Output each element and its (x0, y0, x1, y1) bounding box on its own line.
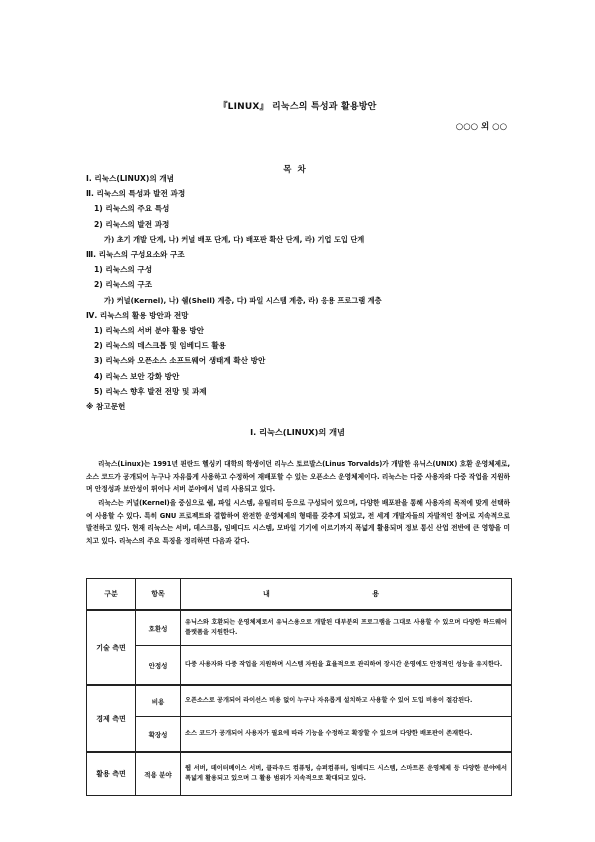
table-cell-item: 안정성 (136, 646, 181, 686)
toc-item: 가) 커널(Kernel), 나) 쉘(Shell) 계층, 다) 파일 시스템 계층, 라) 응용 프로그램 계층 (104, 295, 382, 305)
table-row (87, 685, 512, 717)
table-cell-item: 확장성 (136, 717, 181, 753)
table-cell-content: 유닉스와 호환되는 운영체제로서 유닉스용으로 개발된 대부분의 프로그램을 그대로 사용할 수 있으며 다양한 하드웨어 플랫폼을 지원한다. (181, 610, 512, 646)
toc-item: 가) 초기 개발 단계, 나) 커널 배포 단계, 다) 배포판 확산 단계, 라) 기업 도입 단계 (104, 234, 365, 244)
body-paragraph: 리눅스는 커널(Kernel)을 중심으로 쉘, 파일 시스템, 유틸리티 등으로 구성되어 있으며, 다양한 배포판을 통해 사용자의 목적에 맞게 선택하여 사용할 수 있다. 특히 GNU 프로젝트와 결합하여 완전한 운영체제의 형태를 갖추게 되었고, 전 세계 개발자들의 자발적인 참여로 지속적으로 발전하고 있다. 현재 리눅스는 서버, 데스크톱, 임베디드 시스템, 모바일 기기에 이르기까지 폭넓게 활용되며 정보 통신 산업 전반에 큰 영향을 미치고 있다. 리눅스의 주요 특징을 정리하면 다음과 같다. (86, 499, 510, 545)
table-header-row (87, 579, 512, 611)
table-row (87, 752, 512, 796)
table-header: 구분 (87, 579, 136, 611)
document-title: 『LINUX』 리눅스의 특성과 활용방안 (218, 102, 377, 112)
table-cell-item: 호환성 (136, 610, 181, 646)
toc-item: 4) 리눅스 보안 강화 방안 (94, 371, 180, 381)
table-header: 항목 (136, 579, 181, 611)
section-title: Ⅰ. 리눅스(LINUX)의 개념 (250, 427, 345, 437)
toc-item: 1) 리눅스의 서버 분야 활용 방안 (94, 326, 204, 335)
table-cell-content: 다중 사용자와 다중 작업을 지원하며 시스템 자원을 효율적으로 관리하여 장시간 운영에도 안정적인 성능을 유지한다. (181, 646, 512, 686)
toc-item: 2) 리눅스의 발전 과정 (94, 219, 170, 229)
toc-item: Ⅳ. 리눅스의 활용 방안과 전망 (86, 310, 189, 320)
toc-item: 1) 리눅스의 구성 (94, 265, 153, 275)
toc-item: 3) 리눅스와 오픈소스 소프트웨어 생태계 확산 방안 (94, 356, 266, 366)
table-cell-content: 소스 코드가 공개되어 사용자가 필요에 따라 기능을 수정하고 확장할 수 있으며 다양한 배포판이 존재한다. (181, 717, 512, 753)
body-paragraph: 리눅스(Linux)는 1991년 핀란드 헬싱키 대학의 학생이던 리누스 토르발스(Linus Torvalds)가 개발한 유닉스(UNIX) 호환 운영체제로, 소스 코드가 공개되어 누구나 자유롭게 사용하고 수정하여 재배포할 수 있는 오픈소스 운영체제이다. 리눅스는 다중 사용자와 다중 작업을 지원하며 안정성과 보안성이 뛰어나 서버 분야에서 널리 사용되고 있다. (86, 460, 510, 494)
toc-item: 1) 리눅스의 주요 특성 (94, 204, 170, 214)
table-row (87, 610, 512, 646)
table-cell-group: 경제 측면 (87, 685, 136, 752)
table-header: 내 용 (181, 579, 512, 611)
toc-heading: 목차 (283, 165, 312, 175)
table-row (87, 717, 512, 753)
toc-item: ※ 참고문헌 (86, 402, 126, 411)
document-author: ○○○ 외 ○○ (455, 122, 507, 132)
table-row (87, 646, 512, 686)
table-cell-group: 활용 측면 (87, 752, 136, 796)
table-cell-item: 비용 (136, 685, 181, 717)
table-cell-content: 오픈소스로 공개되어 라이선스 비용 없이 누구나 자유롭게 설치하고 사용할 수 있어 도입 비용이 절감된다. (181, 685, 512, 717)
table-cell-group: 기술 측면 (87, 610, 136, 685)
table-cell-item: 적용 분야 (136, 752, 181, 796)
table-cell-content: 웹 서버, 데이터베이스 서버, 클라우드 컴퓨팅, 슈퍼컴퓨터, 임베디드 시스템, 스마트폰 운영체제 등 다양한 분야에서 폭넓게 활용되고 있으며 그 활용 범위가 지속적으로 확대되고 있다. (181, 752, 512, 796)
features-table (86, 578, 512, 796)
toc-item: Ⅱ. 리눅스의 특성과 발전 과정 (86, 189, 186, 199)
toc-item: 5) 리눅스 향후 발전 전망 및 과제 (94, 386, 207, 396)
toc-item: Ⅲ. 리눅스의 구성요소와 구조 (86, 250, 185, 259)
toc-item: 2) 리눅스의 구조 (94, 280, 153, 290)
toc-item: Ⅰ. 리눅스(LINUX)의 개념 (86, 174, 174, 183)
toc-item: 2) 리눅스의 데스크톱 및 임베디드 활용 (94, 341, 227, 351)
